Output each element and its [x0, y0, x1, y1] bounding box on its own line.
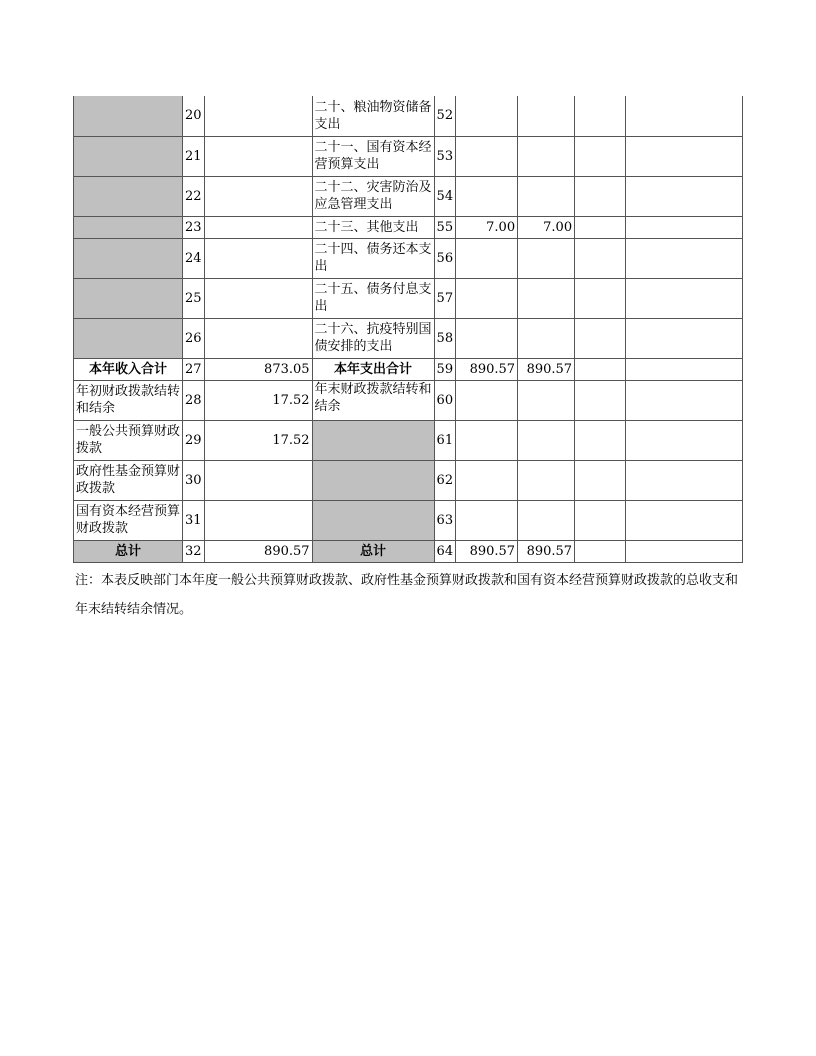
left-amount-cell: [204, 278, 312, 318]
amount-cell-4: [626, 460, 743, 500]
amount-cell-2: 890.57: [518, 358, 575, 380]
amount-cell-1: 7.00: [456, 216, 518, 238]
right-label-cell: 二十二、灾害防治及应急管理支出: [312, 176, 434, 216]
right-label-cell: 二十五、债务付息支出: [312, 278, 434, 318]
amount-cell-1: [456, 96, 518, 136]
amount-cell-3: [575, 500, 626, 540]
left-line-no: 24: [183, 238, 205, 278]
table-row: [74, 540, 743, 562]
left-amount-cell: 17.52: [204, 380, 312, 420]
table-row: [74, 238, 743, 278]
left-amount-cell: [204, 460, 312, 500]
amount-cell-3: [575, 318, 626, 358]
left-line-no: 30: [183, 460, 205, 500]
left-line-no: 26: [183, 318, 205, 358]
table-row: [74, 460, 743, 500]
left-line-no: 22: [183, 176, 205, 216]
right-line-no: 61: [434, 420, 456, 460]
left-line-no: 27: [183, 358, 205, 380]
right-line-no: 57: [434, 278, 456, 318]
left-label-cell: [74, 136, 183, 176]
table-row: [74, 278, 743, 318]
left-amount-cell: 890.57: [204, 540, 312, 562]
table-footnote: 注：本表反映部门本年度一般公共预算财政拨款、政府性基金预算财政拨款和国有资本经营预算财政拨款的总收支和年末结转结余情况。: [75, 573, 739, 617]
amount-cell-3: [575, 380, 626, 420]
right-line-no: 63: [434, 500, 456, 540]
right-line-no: 58: [434, 318, 456, 358]
right-line-no: 59: [434, 358, 456, 380]
left-label-cell: [74, 278, 183, 318]
amount-cell-4: [626, 278, 743, 318]
left-amount-cell: [204, 500, 312, 540]
amount-cell-3: [575, 278, 626, 318]
right-label-cell: [312, 420, 434, 460]
left-label-cell: 一般公共预算财政拨款: [74, 420, 183, 460]
table-row: [74, 358, 743, 380]
amount-cell-3: [575, 96, 626, 136]
right-label-cell: 二十三、其他支出: [312, 216, 434, 238]
amount-cell-4: [626, 420, 743, 460]
amount-cell-1: 890.57: [456, 358, 518, 380]
amount-cell-2: [518, 420, 575, 460]
left-amount-cell: [204, 96, 312, 136]
right-line-no: 60: [434, 380, 456, 420]
left-amount-cell: [204, 216, 312, 238]
amount-cell-3: [575, 460, 626, 500]
amount-cell-3: [575, 216, 626, 238]
amount-cell-2: [518, 380, 575, 420]
left-line-no: 29: [183, 420, 205, 460]
left-amount-cell: [204, 318, 312, 358]
left-line-no: 25: [183, 278, 205, 318]
fiscal-appropriation-table: [73, 96, 743, 563]
amount-cell-2: [518, 278, 575, 318]
left-line-no: 23: [183, 216, 205, 238]
amount-cell-2: 890.57: [518, 540, 575, 562]
right-label-cell: 二十、粮油物资储备支出: [312, 96, 434, 136]
amount-cell-1: [456, 278, 518, 318]
amount-cell-4: [626, 380, 743, 420]
amount-cell-4: [626, 96, 743, 136]
amount-cell-1: [456, 380, 518, 420]
amount-cell-2: [518, 500, 575, 540]
amount-cell-3: [575, 358, 626, 380]
right-line-no: 55: [434, 216, 456, 238]
amount-cell-2: [518, 318, 575, 358]
left-label-cell: [74, 96, 183, 136]
amount-cell-2: [518, 176, 575, 216]
amount-cell-4: [626, 238, 743, 278]
amount-cell-2: [518, 460, 575, 500]
amount-cell-3: [575, 176, 626, 216]
amount-cell-1: 890.57: [456, 540, 518, 562]
table-row: [74, 420, 743, 460]
table-row: [74, 500, 743, 540]
right-line-no: 62: [434, 460, 456, 500]
right-line-no: 64: [434, 540, 456, 562]
left-amount-cell: [204, 136, 312, 176]
left-line-no: 21: [183, 136, 205, 176]
left-amount-cell: [204, 238, 312, 278]
left-label-cell: 年初财政拨款结转和结余: [74, 380, 183, 420]
right-label-cell: 二十一、国有资本经营预算支出: [312, 136, 434, 176]
amount-cell-4: [626, 136, 743, 176]
amount-cell-1: [456, 136, 518, 176]
amount-cell-2: [518, 238, 575, 278]
right-line-no: 56: [434, 238, 456, 278]
amount-cell-3: [575, 540, 626, 562]
right-label-cell: 二十四、债务还本支出: [312, 238, 434, 278]
amount-cell-4: [626, 500, 743, 540]
right-label-cell: [312, 500, 434, 540]
left-line-no: 31: [183, 500, 205, 540]
table-row: [74, 380, 743, 420]
amount-cell-2: [518, 136, 575, 176]
amount-cell-4: [626, 540, 743, 562]
table-row: [74, 318, 743, 358]
amount-cell-1: [456, 500, 518, 540]
amount-cell-3: [575, 136, 626, 176]
amount-cell-1: [456, 318, 518, 358]
left-label-cell: [74, 216, 183, 238]
income-total-label: 本年收入合计: [74, 358, 183, 380]
left-amount-cell: 873.05: [204, 358, 312, 380]
amount-cell-2: [518, 96, 575, 136]
right-line-no: 53: [434, 136, 456, 176]
amount-cell-4: [626, 358, 743, 380]
left-label-cell: 国有资本经营预算财政拨款: [74, 500, 183, 540]
amount-cell-1: [456, 420, 518, 460]
right-line-no: 52: [434, 96, 456, 136]
table-row: [74, 136, 743, 176]
grand-total-label: 总计: [312, 540, 434, 562]
left-line-no: 28: [183, 380, 205, 420]
amount-cell-3: [575, 238, 626, 278]
left-line-no: 32: [183, 540, 205, 562]
left-line-no: 20: [183, 96, 205, 136]
amount-cell-1: [456, 238, 518, 278]
amount-cell-1: [456, 176, 518, 216]
amount-cell-4: [626, 216, 743, 238]
left-amount-cell: [204, 176, 312, 216]
left-label-cell: [74, 238, 183, 278]
right-label-cell: [312, 460, 434, 500]
right-label-cell: 年末财政拨款结转和结余: [312, 380, 434, 420]
amount-cell-3: [575, 420, 626, 460]
right-line-no: 54: [434, 176, 456, 216]
amount-cell-2: 7.00: [518, 216, 575, 238]
left-amount-cell: 17.52: [204, 420, 312, 460]
amount-cell-4: [626, 318, 743, 358]
grand-total-label: 总计: [74, 540, 183, 562]
table-row: [74, 216, 743, 238]
amount-cell-1: [456, 460, 518, 500]
expense-total-label: 本年支出合计: [312, 358, 434, 380]
left-label-cell: [74, 318, 183, 358]
table-row: [74, 176, 743, 216]
table-row: [74, 96, 743, 136]
amount-cell-4: [626, 176, 743, 216]
right-label-cell: 二十六、抗疫特别国债安排的支出: [312, 318, 434, 358]
left-label-cell: [74, 176, 183, 216]
left-label-cell: 政府性基金预算财政拨款: [74, 460, 183, 500]
